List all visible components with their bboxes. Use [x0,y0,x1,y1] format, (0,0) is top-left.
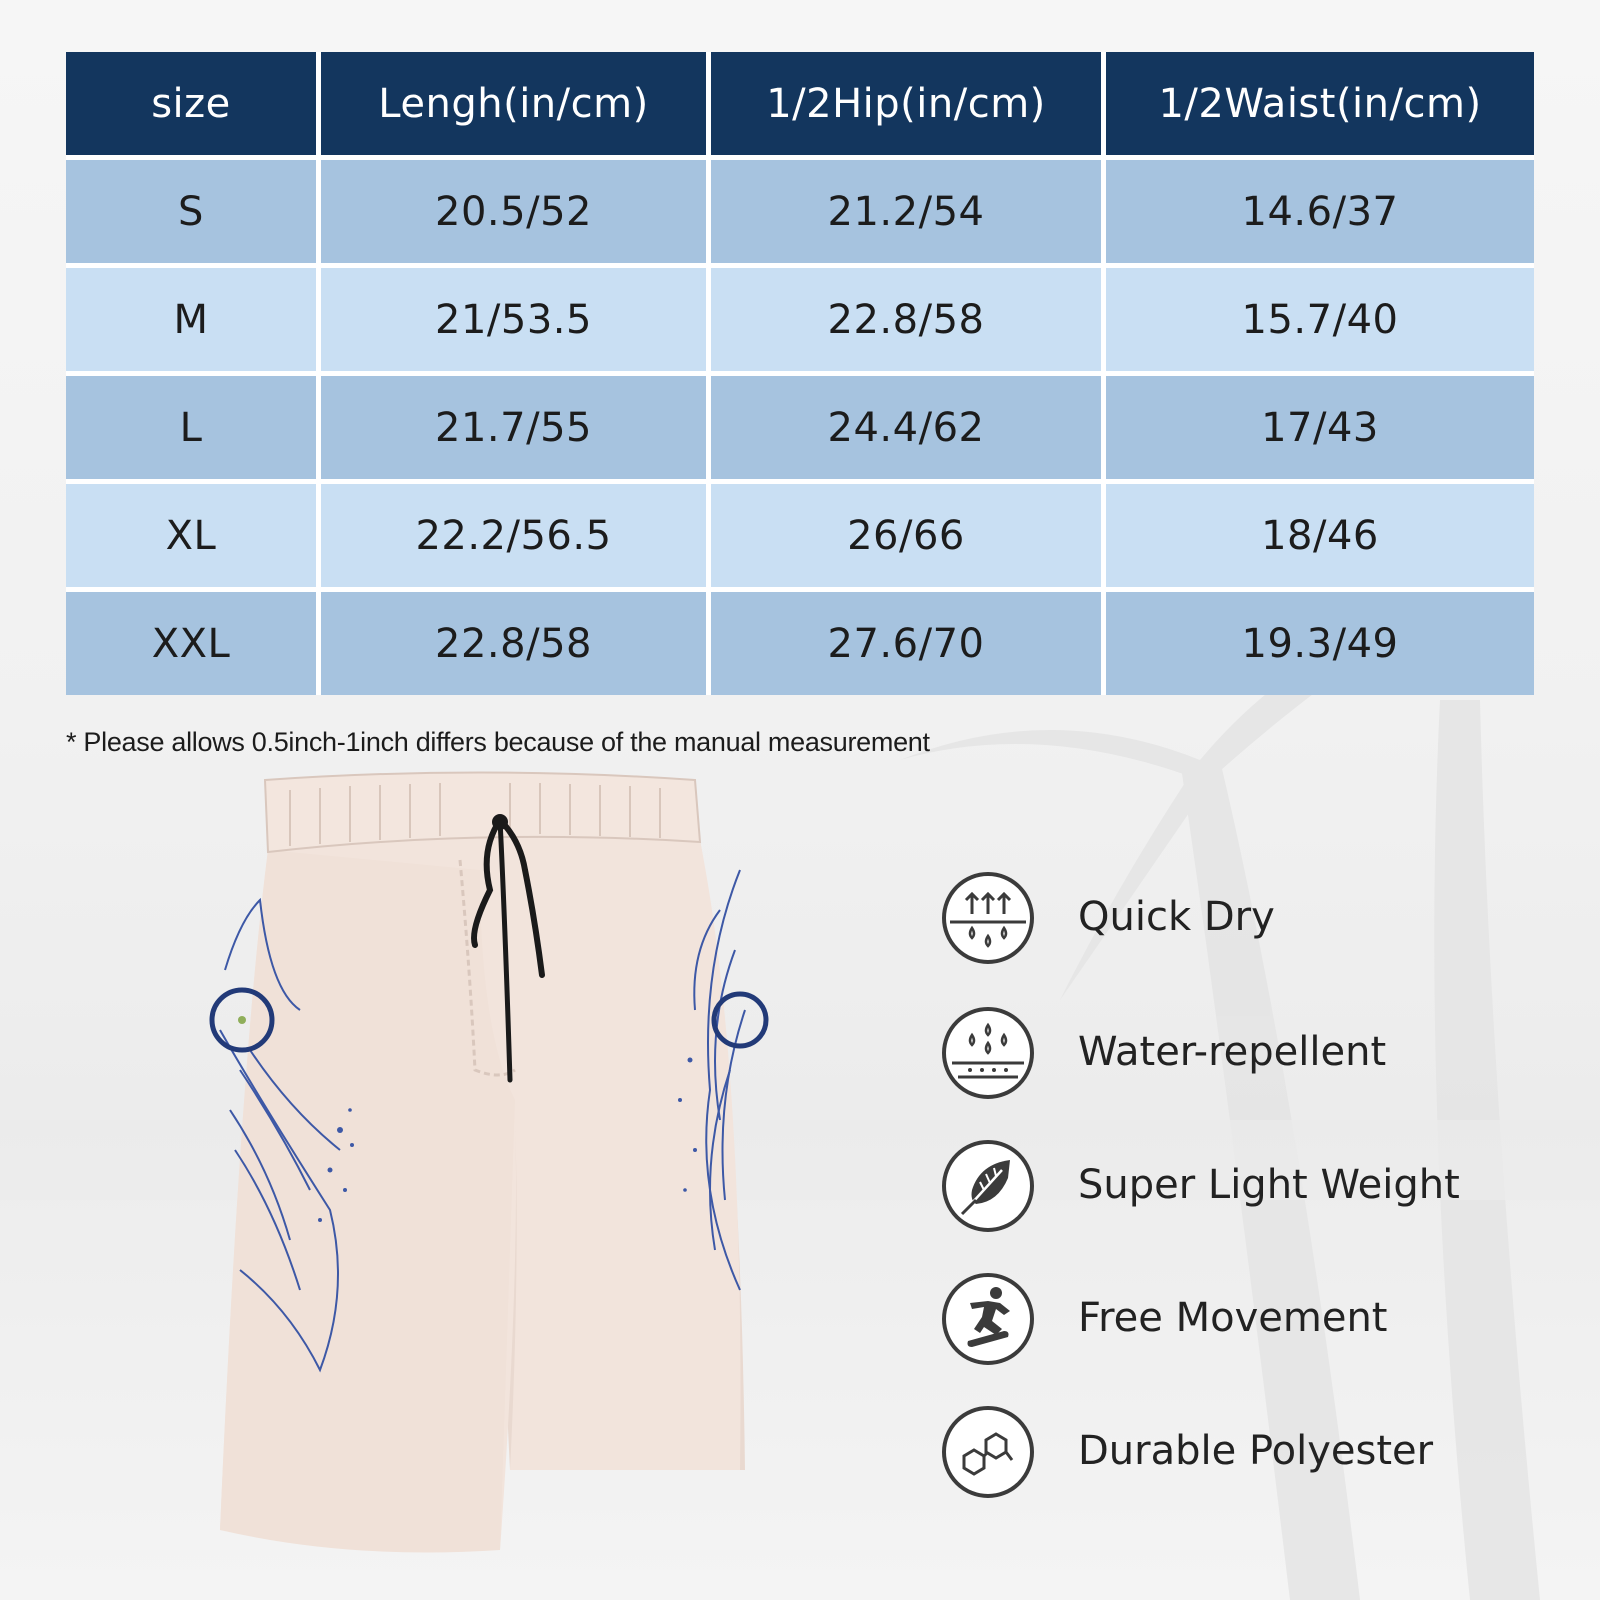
cell-size: M [66,268,316,376]
feature-super-light-weight [940,1138,1580,1238]
table-row [66,160,1534,268]
cell-waist: 14.6/37 [1101,160,1534,268]
cell-length: 22.2/56.5 [316,484,706,592]
cell-length: 20.5/52 [316,160,706,268]
cell-hip: 24.4/62 [706,376,1101,484]
table-row [66,376,1534,484]
table-row [66,268,1534,376]
measurement-note: * Please allows 0.5inch-1inch differs because of the manual measurement [66,727,930,757]
cell-hip: 26/66 [706,484,1101,592]
cell-size: L [66,376,316,484]
feature-durable-polyester [940,1404,1580,1504]
feature-label: Super Light Weight [1078,1162,1460,1208]
feature-water-repellent [940,1005,1580,1105]
cell-waist: 18/46 [1101,484,1534,592]
water-repellent-icon [940,1005,1036,1101]
shorts-product-image [180,770,780,1580]
header-length: Lengh(in/cm) [316,52,706,160]
feature-label: Water-repellent [1078,1029,1387,1075]
feature-label: Quick Dry [1078,894,1275,940]
header-half-hip: 1/2Hip(in/cm) [706,52,1101,160]
cell-size: S [66,160,316,268]
header-half-waist: 1/2Waist(in/cm) [1101,52,1534,160]
cell-waist: 15.7/40 [1101,268,1534,376]
feature-quick-dry [940,870,1580,970]
feature-label: Durable Polyester [1078,1428,1434,1474]
table-row [66,592,1534,695]
cell-hip: 21.2/54 [706,160,1101,268]
cell-size: XL [66,484,316,592]
feature-free-movement [940,1271,1580,1371]
table-row [66,484,1534,592]
cell-hip: 27.6/70 [706,592,1101,695]
cell-length: 21/53.5 [316,268,706,376]
cell-waist: 19.3/49 [1101,592,1534,695]
cell-hip: 22.8/58 [706,268,1101,376]
cell-length: 22.8/58 [316,592,706,695]
skater-icon [940,1271,1036,1367]
cell-length: 21.7/55 [316,376,706,484]
quick-dry-icon [940,870,1036,966]
header-size: size [66,52,316,160]
cell-size: XXL [66,592,316,695]
cell-waist: 17/43 [1101,376,1534,484]
feature-label: Free Movement [1078,1295,1388,1341]
table-header-row [66,52,1534,160]
molecule-icon [940,1404,1036,1500]
feather-icon [940,1138,1036,1234]
size-chart-table [66,52,1534,695]
